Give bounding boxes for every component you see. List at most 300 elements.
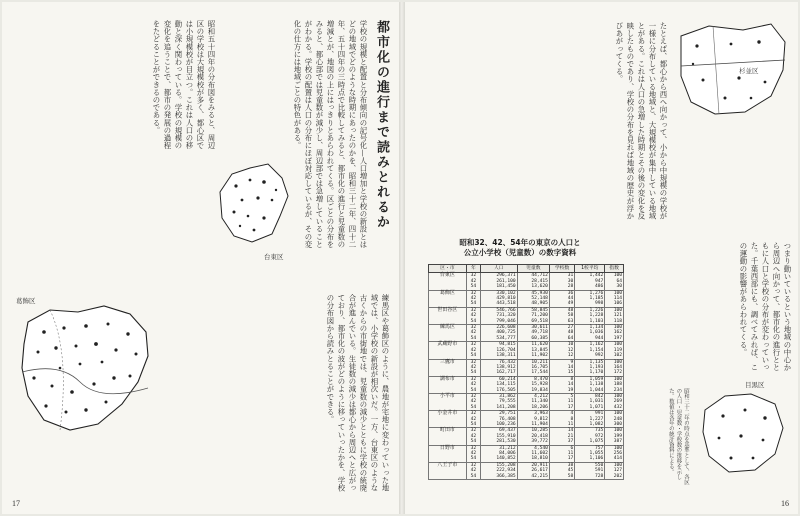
table-value: 100	[613, 376, 622, 382]
table-cell-years	[466, 462, 480, 479]
book-spread	[2, 2, 798, 514]
map-label-katsushika: 葛飾区	[16, 297, 36, 305]
table-value: 176,505	[496, 387, 516, 393]
table-value: 100	[613, 445, 622, 451]
table-header-cell: 年	[466, 265, 480, 273]
table-cell-avg	[575, 445, 605, 462]
table-value: 42	[470, 416, 477, 422]
table-value: 106	[613, 301, 622, 307]
table-cell-pop	[480, 376, 517, 393]
table-cell-avg	[575, 342, 605, 359]
table-cell-kids	[517, 290, 549, 307]
table-value: 1,226	[589, 307, 604, 313]
table-cell-idx	[605, 359, 624, 376]
table-value: 11,602	[531, 451, 548, 456]
table-title: 昭和32、42、54年の東京の人口と 公立小学校（児童数）の数字資料	[459, 238, 581, 257]
table-value: 141,208	[496, 404, 516, 410]
table-value: 222,934	[496, 468, 516, 474]
table-value: 8,470	[534, 376, 548, 382]
table-value: 32	[470, 307, 477, 313]
table-cell-years	[466, 307, 480, 324]
table-cell-ward: 調布市	[429, 376, 467, 393]
table-value: 11,340	[531, 399, 548, 405]
table-value: 13,845	[531, 347, 548, 353]
table-cell-idx	[605, 376, 624, 393]
table-header-row	[429, 265, 624, 273]
table-cell-years	[466, 290, 480, 307]
table-value: 127	[613, 468, 622, 474]
table-value: 1,082	[589, 421, 604, 427]
table-cell-ward: 三鷹市	[429, 359, 467, 376]
table-header-cell: 人口	[480, 265, 517, 273]
table-cell-years	[466, 393, 480, 410]
table-value: 42	[470, 382, 477, 388]
table-cell-years	[466, 428, 480, 445]
table-cell-ward: 武蔵野市	[429, 342, 467, 359]
table-cell-schools	[549, 325, 574, 342]
table-value: 52,148	[531, 296, 548, 302]
table-value: 38	[567, 462, 574, 468]
table-value: 8	[570, 376, 574, 382]
table-value: 79,555	[499, 399, 516, 405]
table-value: 13,620	[531, 284, 548, 290]
table-value: 54	[470, 335, 477, 341]
table-value: 84,006	[499, 451, 516, 456]
table-cell-kids	[517, 376, 549, 393]
table-cell-pop	[480, 359, 517, 376]
table-cell-avg	[575, 411, 605, 428]
table-cell-kids	[517, 342, 549, 359]
table-cell-avg	[575, 290, 605, 307]
table-value: 32	[470, 428, 477, 434]
map-label-taito: 台東区	[264, 253, 284, 261]
table-value: 14	[567, 428, 574, 434]
table-value: 30	[567, 278, 574, 284]
table-value: 947	[595, 278, 604, 284]
table-value: 44,712	[531, 273, 548, 279]
table-header-cell: 児童数	[517, 265, 549, 273]
table-cell-avg	[575, 359, 605, 376]
table-value: 69,518	[531, 318, 548, 324]
table-value: 100	[613, 273, 622, 279]
table-value: 138,912	[496, 364, 516, 370]
table-value: 1,170	[589, 370, 604, 376]
table-value: 162	[613, 330, 622, 336]
table-header-cell: 区・市	[429, 265, 467, 273]
table-value: 1,193	[589, 364, 604, 370]
table-value: 188	[613, 382, 622, 388]
table-value: 54	[470, 301, 477, 307]
table-cell-ward: 町田市	[429, 428, 467, 445]
table-row	[429, 307, 624, 324]
table-value: 735	[595, 428, 604, 434]
table-value: 45,930	[531, 290, 548, 296]
table-value: 134,115	[496, 382, 516, 388]
table-value: 37	[567, 439, 574, 445]
table-value: 10,211	[531, 359, 548, 365]
table-value: 58	[567, 473, 574, 479]
table-value: 100	[613, 359, 622, 365]
table-value: 102	[613, 353, 622, 359]
table-value: 261,100	[496, 278, 516, 284]
table-cell-pop	[480, 342, 517, 359]
table-row	[429, 428, 624, 445]
table-cell-years	[466, 342, 480, 359]
table-value: 54	[470, 387, 477, 393]
table-value: 140,852	[496, 456, 516, 462]
table-value: 100	[613, 393, 622, 399]
table-value: 486	[595, 284, 604, 290]
table-value: 20,911	[531, 462, 548, 468]
table-value: 1,044	[589, 387, 604, 393]
table-value: 226,608	[496, 325, 516, 331]
table-value: 54	[470, 404, 477, 410]
table-cell-years	[466, 325, 480, 342]
table-value: 31	[567, 273, 574, 279]
table-value: 1,055	[589, 451, 604, 456]
table-value: 32	[470, 273, 477, 279]
table-cell-kids	[517, 325, 549, 342]
table-row	[429, 273, 624, 290]
table-value: 591	[595, 468, 604, 474]
table-cell-kids	[517, 445, 549, 462]
table-cell-idx	[605, 273, 624, 290]
table-value: 234	[613, 387, 622, 393]
left-page	[2, 2, 399, 514]
table-cell-years	[466, 273, 480, 290]
table-cell-schools	[549, 359, 574, 376]
body-text-middle: 昭和五十四年の分布図をみると、周辺区の学校は大規模校が多く、都心区では小規模校が目立つ。これは人口の移動と深く関わっている。学校の規模の変化を追うことで、都市の発展の過程をたどることができるのである。	[152, 20, 216, 150]
table-value: 126,704	[496, 347, 516, 353]
table-value: 54	[470, 456, 477, 462]
table-value: 17,544	[531, 370, 548, 376]
table-cell-avg	[575, 325, 605, 342]
table-value: 54	[470, 421, 477, 427]
table-value: 32	[470, 462, 477, 468]
table-cell-pop	[480, 428, 517, 445]
page-number-right: 16	[781, 499, 789, 508]
table-value: 1,442	[589, 273, 604, 279]
table-value: 546,766	[496, 307, 516, 313]
table-value: 162,717	[496, 370, 516, 376]
table-value: 432	[613, 404, 622, 410]
table-value: 26,617	[531, 468, 548, 474]
table-value: 197	[613, 335, 622, 341]
table-value: 36	[567, 290, 574, 296]
table-value: 991	[595, 411, 604, 417]
table-value: 8	[570, 416, 574, 422]
table-cell-avg	[575, 307, 605, 324]
table-value: 10,285	[531, 428, 548, 434]
table-value: 32	[470, 325, 477, 331]
table-value: 11,904	[531, 421, 548, 427]
table-value: 21	[567, 433, 574, 439]
table-value: 42	[470, 313, 477, 319]
table-value: 366,385	[496, 473, 516, 479]
table-value: 18,810	[531, 456, 548, 462]
page-number-left: 17	[12, 499, 20, 508]
table-note: 昭和三十二年の時点を基準として、各区の人口・児童数・学校数の推移を示した。数値は各年の統計資料による。	[667, 388, 689, 486]
table-value: 256	[613, 451, 622, 456]
map-label-meguro: 目黒区	[745, 381, 765, 389]
table-value: 64	[567, 335, 574, 341]
table-value: 172	[613, 370, 622, 376]
table-value: 45	[567, 468, 574, 474]
table-cell-schools	[549, 273, 574, 290]
table-cell-avg	[575, 376, 605, 393]
table-value: 1,185	[589, 296, 604, 302]
table-value: 27	[567, 325, 574, 331]
table-value: 63	[567, 318, 574, 324]
table-value: 114	[613, 296, 622, 302]
table-cell-ward: 日野市	[429, 445, 467, 462]
table-value: 19	[567, 387, 574, 393]
table-value: 49,718	[531, 330, 548, 336]
table-value: 443,518	[496, 301, 516, 307]
table-header-cell: 指数	[605, 265, 624, 273]
table-value: 42	[470, 468, 477, 474]
table-value: 42	[470, 399, 477, 405]
table-cell-years	[466, 445, 480, 462]
table-value: 944	[595, 335, 604, 341]
table-value: 400,725	[496, 330, 516, 336]
table-value: 17	[567, 404, 574, 410]
table-value: 48,905	[531, 301, 548, 307]
table-cell-pop	[480, 273, 517, 290]
table-cell-ward: 世田谷区	[429, 307, 467, 324]
table-value: 1,103	[589, 318, 604, 324]
table-value: 164	[613, 364, 622, 370]
table-cell-pop	[480, 445, 517, 462]
table-value: 31,212	[499, 445, 516, 451]
table-value: 100,236	[496, 421, 516, 427]
table-row	[429, 393, 624, 410]
table-value: 100	[613, 462, 622, 468]
table-cell-idx	[605, 290, 624, 307]
table-row	[429, 342, 624, 359]
table-cell-idx	[605, 325, 624, 342]
table-value: 100	[613, 342, 622, 348]
table-cell-avg	[575, 393, 605, 410]
table-value: 728	[595, 473, 604, 479]
table-cell-idx	[605, 411, 624, 428]
table-cell-schools	[549, 393, 574, 410]
table-value: 100	[613, 411, 622, 417]
table-value: 181,450	[496, 284, 516, 290]
table-value: 100	[613, 290, 622, 296]
table-row	[429, 325, 624, 342]
table-value: 42	[470, 451, 477, 456]
table-cell-schools	[549, 462, 574, 479]
table-cell-pop	[480, 325, 517, 342]
table-value: 11	[567, 399, 574, 405]
table-value: 11,902	[531, 353, 548, 359]
table-value: 1,138	[589, 382, 604, 388]
table-value: 42	[470, 278, 477, 284]
table-value: 42	[470, 296, 477, 302]
table-cell-kids	[517, 273, 549, 290]
table-cell-avg	[575, 428, 605, 445]
table-value: 534,777	[496, 335, 516, 341]
table-value: 30	[616, 284, 622, 290]
table-value: 1,075	[589, 439, 604, 445]
body-text-top: たとえば、都心から西へ向かって、小から中規模の学校が一様に分布している地域と、大規模校が集中している地域とがある。これは人口の急増した時期とその後の変化を反映したものであり、学校の分布を見れば地域の歴史が浮かびあがってくる。	[615, 22, 668, 220]
table-value: 3,963	[534, 411, 548, 417]
table-value: 296,371	[496, 273, 516, 279]
table-cell-schools	[549, 342, 574, 359]
table-row	[429, 462, 624, 479]
table-value: 202	[613, 473, 622, 479]
table-cell-pop	[480, 411, 517, 428]
table-value: 281,530	[496, 439, 516, 445]
statistics-table	[428, 264, 624, 480]
table-cell-kids	[517, 359, 549, 376]
table-value: 300	[613, 421, 622, 427]
table-value: 54	[470, 439, 477, 445]
table-value: 15	[567, 370, 574, 376]
table-value: 1,106	[589, 456, 604, 462]
table-value: 4,540	[534, 445, 548, 451]
table-cell-kids	[517, 428, 549, 445]
table-value: 269	[613, 399, 622, 405]
table-value: 155,208	[496, 462, 516, 468]
table-value: 199	[613, 433, 622, 439]
table-value: 550	[595, 462, 604, 468]
table-cell-pop	[480, 462, 517, 479]
table-row	[429, 411, 624, 428]
table-value: 42	[470, 330, 477, 336]
table-cell-ward: 八王子市	[429, 462, 467, 479]
table-value: 17	[567, 456, 574, 462]
table-value: 1,036	[589, 330, 604, 336]
table-header-cell: 学校数	[549, 265, 574, 273]
table-value: 18,206	[531, 404, 548, 410]
table-value: 1,135	[589, 359, 604, 365]
table-row	[429, 359, 624, 376]
table-value: 32	[470, 411, 477, 417]
table-value: 32	[470, 445, 477, 451]
table-value: 42	[470, 433, 477, 439]
table-cell-years	[466, 359, 480, 376]
table-value: 60,385	[531, 335, 548, 341]
body-text-side: つまり動いているという地域の中心から周辺へ向かって、都市化の進行とともに人口と学校の分布が変わっていった。千葉西部にも、調べてみれば、この運動の影響があらわれてくる。	[739, 242, 792, 372]
table-value: 330,102	[496, 290, 516, 296]
table-value: 44	[567, 296, 574, 302]
table-value: 6	[570, 445, 574, 451]
section-heading: 都市化の進行まで読みとれるか	[374, 20, 389, 230]
table-cell-avg	[575, 273, 605, 290]
table-header-cell: 1校平均	[575, 265, 605, 273]
table-value: 1,071	[589, 404, 604, 410]
meguro-ward-map	[695, 382, 791, 482]
table-value: 69,437	[499, 428, 516, 434]
table-value: 155,910	[496, 433, 516, 439]
table-value: 19,834	[531, 387, 548, 393]
table-value: 1,227	[589, 416, 604, 422]
table-value: 32	[470, 393, 477, 399]
table-value: 54	[470, 318, 477, 324]
body-text-lower: 練馬区や葛飾区のように、農地が宅地に変わっていった地域では、小学校の新設が相次いだ。一方、台東区のような古くからの市街地では、児童数の減少とともに学校の統廃合が進んでいる。生徒数の減少は都心から周辺へと広がっており、都市化の波がどのように移っていったかを、学校の分布図から読みとることができる。	[326, 294, 390, 492]
table-value: 12	[567, 353, 574, 359]
table-row	[429, 376, 624, 393]
table-cell-schools	[549, 290, 574, 307]
table-value: 10	[567, 342, 574, 348]
table-value: 64	[616, 278, 622, 284]
table-value: 5	[570, 393, 574, 399]
table-value: 387	[613, 439, 622, 445]
table-value: 992	[595, 353, 604, 359]
table-value: 9,812	[534, 416, 548, 422]
table-value: 998	[595, 301, 604, 307]
table-cell-idx	[605, 445, 624, 462]
table-value: 32	[470, 342, 477, 348]
table-value: 100	[613, 428, 622, 434]
table-value: 32	[470, 359, 477, 365]
table-value: 1,154	[589, 347, 604, 353]
table-cell-schools	[549, 376, 574, 393]
table-cell-idx	[605, 428, 624, 445]
table-value: 76,408	[499, 416, 516, 422]
table-value: 30,611	[531, 325, 548, 331]
table-value: 58	[567, 313, 574, 319]
table-cell-idx	[605, 462, 624, 479]
table-cell-avg	[575, 462, 605, 479]
table-value: 118	[613, 318, 622, 324]
table-value: 16,705	[531, 364, 548, 370]
table-value: 11	[567, 451, 574, 456]
table-value: 731,320	[496, 313, 516, 319]
table-value: 1,162	[589, 342, 604, 348]
table-value: 54	[470, 353, 477, 359]
table-cell-pop	[480, 393, 517, 410]
table-value: 799,046	[496, 318, 516, 324]
table-value: 48	[567, 330, 574, 336]
table-value: 60,214	[499, 376, 516, 382]
table-value: 54	[470, 473, 477, 479]
table-cell-schools	[549, 428, 574, 445]
table-cell-schools	[549, 411, 574, 428]
table-cell-ward: 台東区	[429, 273, 467, 290]
table-cell-ward: 小平市	[429, 393, 467, 410]
table-value: 1,059	[589, 376, 604, 382]
table-cell-pop	[480, 307, 517, 324]
map-label-suginami: 杉並区	[739, 67, 759, 75]
table-row	[429, 445, 624, 462]
table-value: 119	[613, 347, 622, 353]
table-value: 14	[567, 382, 574, 388]
table-value: 248	[613, 416, 622, 422]
table-value: 71,200	[531, 313, 548, 319]
table-value: 757	[595, 445, 604, 451]
table-value: 414	[613, 456, 622, 462]
body-text-upper: 学校の規模と配置と分布傾向の記号化—人口増加と学校の新設とはどの地域でどのような時期にあったのかを、昭和三十二年、四十二年、五十四年の三時点で比較してみると、都市化の進行と児童数の増減とが、地図の上にはっきりとあらわれてくる。区ごとの分布をみると、都心部では児童数が減少し、周辺部では急増していることがわかる。学校の配置は人口の分布にほぼ対応しているが、その変化の仕方には地域ごとの特色がある。	[293, 20, 368, 248]
table-cell-ward: 小金井市	[429, 411, 467, 428]
table-value: 42,215	[531, 473, 548, 479]
table-value: 1,276	[589, 290, 604, 296]
table-cell-pop	[480, 290, 517, 307]
table-value: 32	[470, 290, 477, 296]
table-value: 14	[567, 364, 574, 370]
table-body	[429, 273, 624, 480]
table-cell-kids	[517, 411, 549, 428]
table-cell-idx	[605, 342, 624, 359]
table-value: 121	[613, 313, 622, 319]
table-value: 48	[567, 307, 574, 313]
table-cell-kids	[517, 307, 549, 324]
table-value: 1,228	[589, 313, 604, 319]
table-value: 4	[570, 411, 574, 417]
table-cell-idx	[605, 307, 624, 324]
